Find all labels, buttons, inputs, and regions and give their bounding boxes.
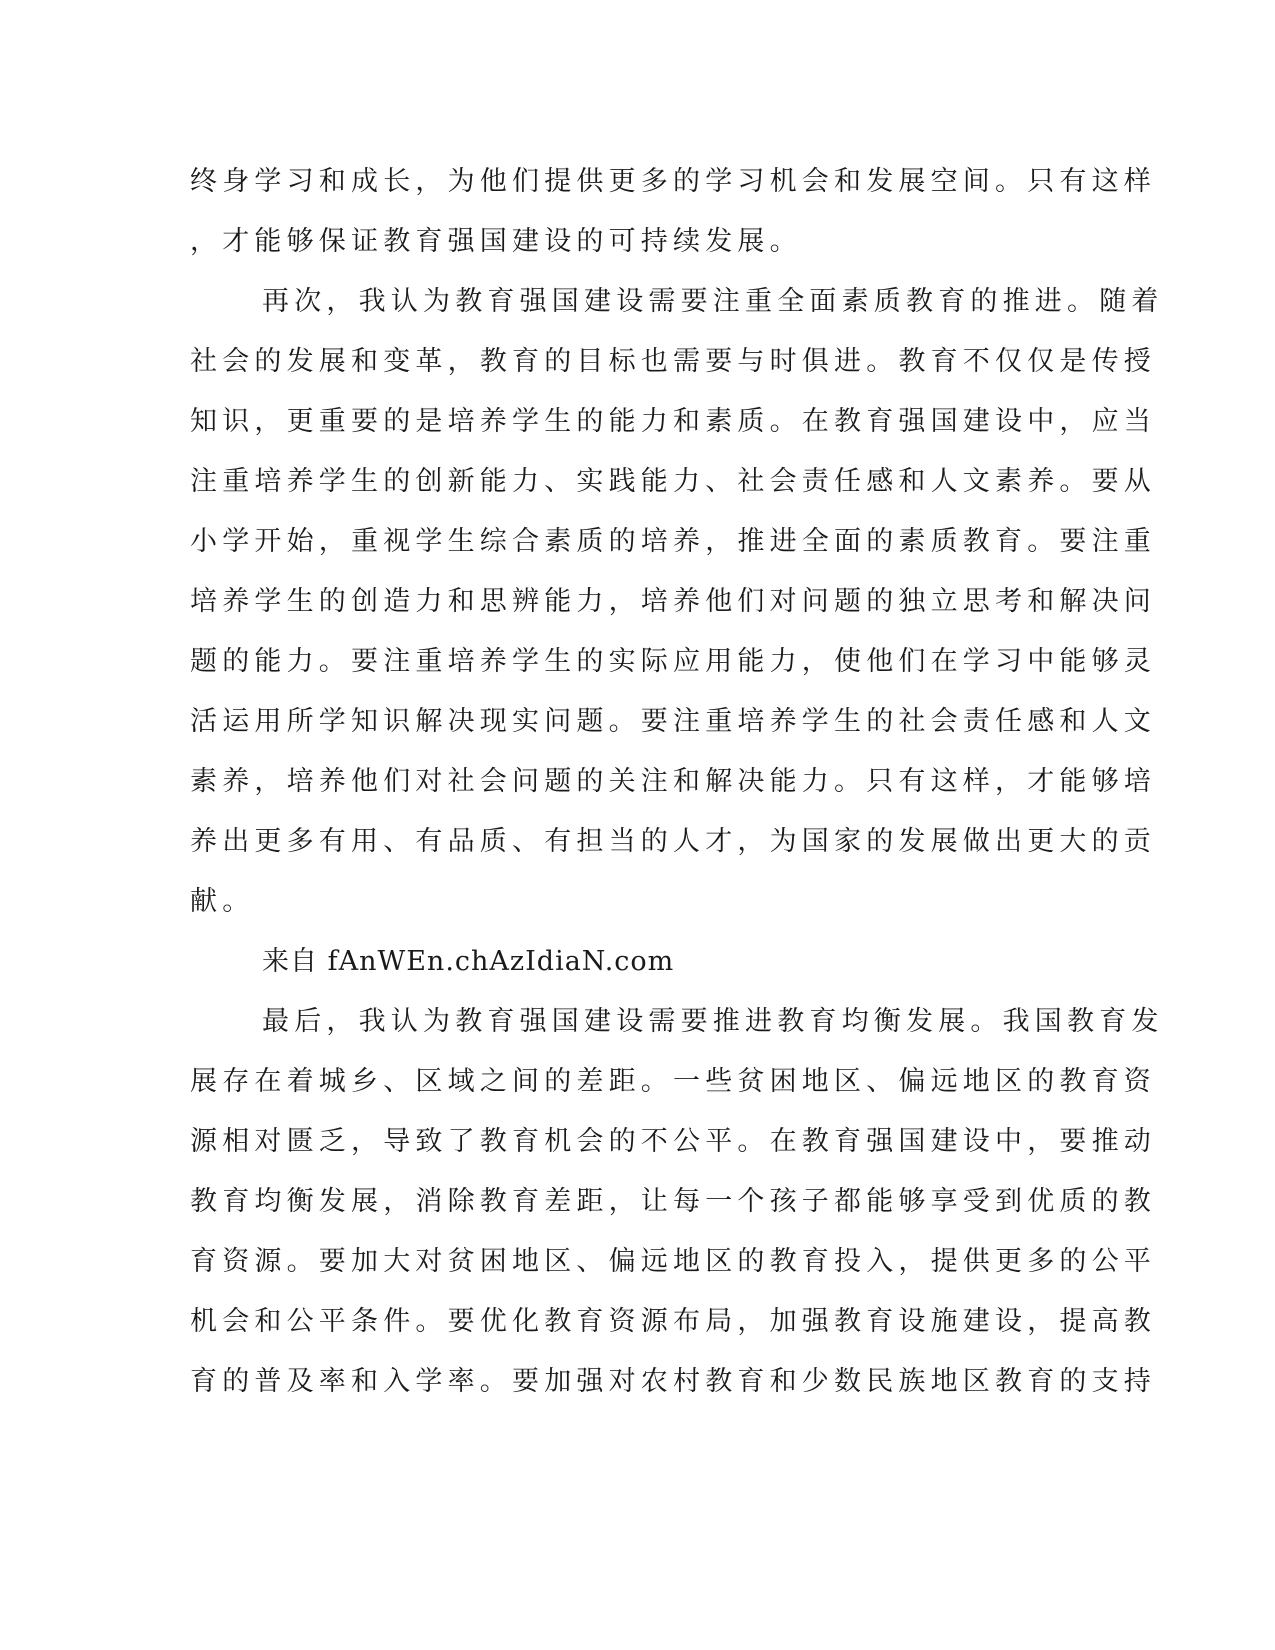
paragraph-2-line-4: 注重培养学生的创新能力、实践能力、社会责任感和人文素养。要从: [190, 466, 1156, 497]
paragraph-4-line-6: 机会和公平条件。要优化教育资源布局，加强教育设施建设，提高教: [190, 1306, 1156, 1337]
paragraph-2-line-10: 养出更多有用、有品质、有担当的人才，为国家的发展做出更大的贡: [190, 826, 1156, 857]
paragraph-2-line-2: 社会的发展和变革，教育的目标也需要与时俱进。教育不仅仅是传授: [190, 346, 1156, 377]
paragraph-4-line-5: 育资源。要加大对贫困地区、偏远地区的教育投入，提供更多的公平: [190, 1246, 1156, 1277]
source-line: 来自 fAnWEn.chAzIdiaN.com: [262, 946, 675, 977]
paragraph-4-line-7: 育的普及率和入学率。要加强对农村教育和少数民族地区教育的支持: [190, 1366, 1156, 1397]
paragraph-4-line-3: 源相对匮乏，导致了教育机会的不公平。在教育强国建设中，要推动: [190, 1126, 1156, 1157]
paragraph-4-line-4: 教育均衡发展，消除教育差距，让每一个孩子都能够享受到优质的教: [190, 1186, 1156, 1217]
paragraph-2-line-5: 小学开始，重视学生综合素质的培养，推进全面的素质教育。要注重: [190, 526, 1156, 557]
paragraph-4-line-1: 最后，我认为教育强国建设需要推进教育均衡发展。我国教育发: [262, 1006, 1164, 1037]
paragraph-2-line-7: 题的能力。要注重培养学生的实际应用能力，使他们在学习中能够灵: [190, 646, 1156, 677]
paragraph-2-line-6: 培养学生的创造力和思辨能力，培养他们对问题的独立思考和解决问: [190, 586, 1156, 617]
paragraph-4-line-2: 展存在着城乡、区域之间的差距。一些贫困地区、偏远地区的教育资: [190, 1066, 1156, 1097]
paragraph-1-line-2: ，才能够保证教育强国建设的可持续发展。: [190, 226, 802, 257]
paragraph-1-line-1: 终身学习和成长，为他们提供更多的学习机会和发展空间。只有这样: [190, 166, 1156, 197]
paragraph-2-line-9: 素养，培养他们对社会问题的关注和解决能力。只有这样，才能够培: [190, 766, 1156, 797]
paragraph-2-line-8: 活运用所学知识解决现实问题。要注重培养学生的社会责任感和人文: [190, 706, 1156, 737]
paragraph-2-line-3: 知识，更重要的是培养学生的能力和素质。在教育强国建设中，应当: [190, 406, 1156, 437]
paragraph-2-line-11: 献。: [190, 886, 255, 917]
paragraph-2-line-1: 再次，我认为教育强国建设需要注重全面素质教育的推进。随着: [262, 286, 1164, 317]
